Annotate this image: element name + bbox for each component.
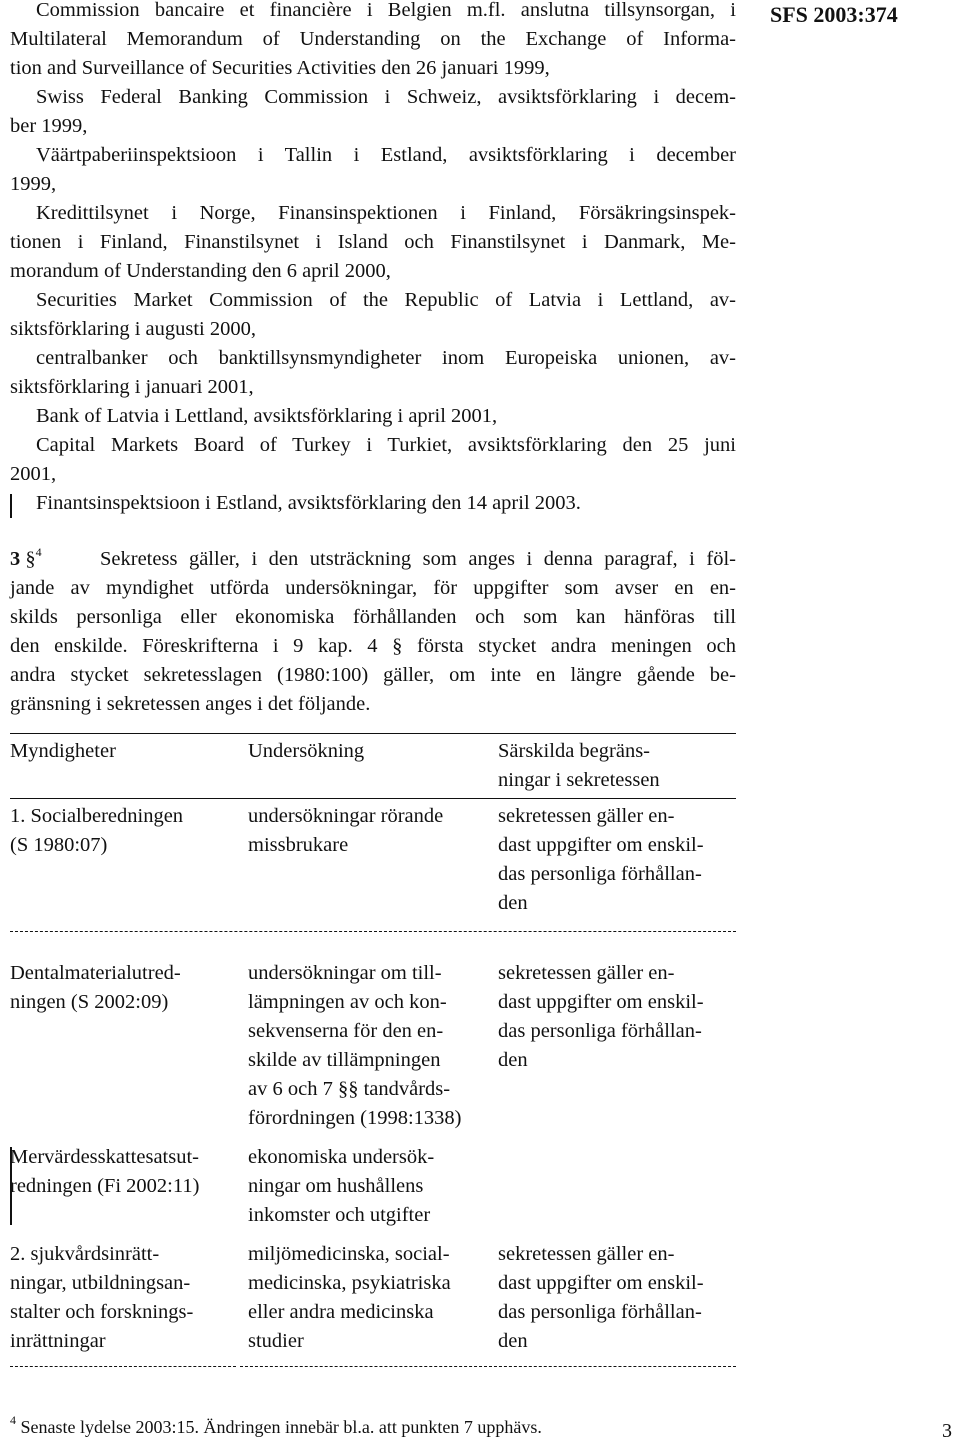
list-line: morandum of Understanding den 6 april 2000, — [10, 260, 391, 282]
list-line: centralbanker och banktillsynsmyndigheter inom Europeiska unionen, av- — [36, 347, 736, 369]
cell-line: das personliga förhållan- — [498, 863, 702, 885]
section-number: 3 — [10, 548, 21, 570]
cell-line: den — [498, 1049, 528, 1071]
header-line: ningar i sekretessen — [498, 769, 660, 791]
cell-line: lämpningen av och kon- — [248, 991, 447, 1013]
list-line: Väärtpaberiinspektsioon i Tallin i Estland, avsiktsförklaring i december — [36, 144, 736, 166]
list-line: siktsförklaring i augusti 2000, — [10, 318, 256, 340]
list-line: Multilateral Memorandum of Understanding on the Exchange of Informa- — [10, 28, 736, 50]
change-bar — [10, 494, 12, 518]
table-dashed-separator — [10, 1366, 236, 1367]
table-cell-begransning — [498, 959, 704, 1075]
table-cell-undersokning — [248, 802, 443, 860]
section-sign: § — [25, 548, 36, 570]
cell-line: förordningen (1998:1338) — [248, 1107, 462, 1129]
list-line: Finantsinspektsioon i Estland, avsiktsförklaring den 14 april 2003. — [36, 492, 581, 514]
cell-line: inrättningar — [10, 1330, 106, 1352]
cell-line: 2. sjukvårdsinrätt- — [10, 1243, 160, 1265]
footnote — [10, 1415, 542, 1439]
cell-line: Mervärdesskattesatsut- — [10, 1146, 199, 1168]
cell-line: den — [498, 1330, 528, 1352]
section-text-line: Sekretess gäller, i den utsträckning som anges i denna paragraf, i föl- — [100, 548, 736, 570]
cell-line: sekvenserna för den en- — [248, 1020, 444, 1042]
list-line: 2001, — [10, 463, 57, 485]
list-line: Securities Market Commission of the Republic of Latvia i Lettland, av- — [36, 289, 736, 311]
section-text-line: andra stycket sekretesslagen (1980:100) gäller, om inte en längre gående be- — [10, 664, 736, 686]
cell-line: undersökningar rörande — [248, 805, 444, 827]
section-text-line: den enskilde. Föreskrifterna i 9 kap. 4 § första stycket andra meningen och — [10, 635, 736, 657]
cell-line: ekonomiska undersök- — [248, 1146, 435, 1168]
footnote-ref: 4 — [35, 545, 42, 559]
list-line: Commission bancaire et financière i Belgien m.fl. anslutna tillsynsorgan, i — [36, 0, 736, 21]
section-heading — [10, 545, 42, 574]
cell-line: den — [498, 892, 528, 914]
cell-line: ningar om hushållens — [248, 1175, 424, 1197]
footnote-text: Senaste lydelse 2003:15. Ändringen innebär bl.a. att punkten 7 upphävs. — [20, 1417, 542, 1437]
cell-line: Dentalmaterialutred- — [10, 962, 181, 984]
cell-line: das personliga förhållan- — [498, 1020, 702, 1042]
footnote-mark: 4 — [10, 1413, 16, 1427]
table-dashed-separator — [240, 1366, 736, 1367]
section-text-line: gränsning i sekretessen anges i det följande. — [10, 693, 371, 715]
cell-line: redningen (Fi 2002:11) — [10, 1175, 200, 1197]
list-line: Bank of Latvia i Lettland, avsiktsförklaring i april 2001, — [36, 405, 498, 427]
cell-line: eller andra medicinska — [248, 1301, 434, 1323]
cell-line: missbrukare — [248, 834, 349, 856]
section-text-line: skilds personliga eller ekonomiska förhållanden och som kan hänföras till — [10, 606, 736, 628]
table-header-myndigheter: Myndigheter — [10, 740, 116, 762]
table-cell-begransning — [498, 802, 704, 918]
page-number: 3 — [942, 1420, 952, 1442]
cell-line: av 6 och 7 §§ tandvårds- — [248, 1078, 451, 1100]
cell-line: miljömedicinska, social- — [248, 1243, 450, 1265]
table-cell-myndighet — [10, 1240, 193, 1356]
table-cell-undersokning — [248, 1143, 434, 1230]
list-line: Swiss Federal Banking Commission i Schweiz, avsiktsförklaring i decem- — [36, 86, 736, 108]
cell-line: studier — [248, 1330, 304, 1352]
cell-line: undersökningar om till- — [248, 962, 442, 984]
list-line: Capital Markets Board of Turkey i Turkiet, avsiktsförklaring den 25 juni — [36, 434, 736, 456]
list-line: 1999, — [10, 173, 57, 195]
table-cell-begransning — [498, 1240, 704, 1356]
list-line: tion and Surveillance of Securities Activities den 26 januari 1999, — [10, 57, 550, 79]
table-header-undersokning: Undersökning — [248, 740, 365, 762]
cell-line: stalter och forsknings- — [10, 1301, 194, 1323]
table-cell-undersokning — [248, 959, 462, 1133]
table-cell-myndighet — [10, 959, 181, 1017]
cell-line: sekretessen gäller en- — [498, 962, 675, 984]
list-line: tionen i Finland, Finanstilsynet i Island och Finanstilsynet i Danmark, Me- — [10, 231, 736, 253]
table-header-rule — [10, 798, 736, 799]
cell-line: inkomster och utgifter — [248, 1204, 431, 1226]
table-dashed-separator — [10, 931, 736, 932]
cell-line: das personliga förhållan- — [498, 1301, 702, 1323]
table-cell-undersokning — [248, 1240, 451, 1356]
cell-line: sekretessen gäller en- — [498, 1243, 675, 1265]
cell-line: sekretessen gäller en- — [498, 805, 675, 827]
cell-line: dast uppgifter om enskil- — [498, 991, 704, 1013]
cell-line: 1. Socialberedningen — [10, 805, 184, 827]
header-line: Särskilda begräns- — [498, 740, 650, 762]
table-header-sarskilda — [498, 737, 660, 795]
cell-line: ningar, utbildningsan- — [10, 1272, 191, 1294]
table-cell-myndighet — [10, 802, 183, 860]
cell-line: dast uppgifter om enskil- — [498, 834, 704, 856]
cell-line: dast uppgifter om enskil- — [498, 1272, 704, 1294]
cell-line: (S 1980:07) — [10, 834, 108, 856]
sfs-number: SFS 2003:374 — [770, 2, 898, 27]
table-cell-myndighet — [10, 1143, 199, 1201]
list-line: ber 1999, — [10, 115, 88, 137]
cell-line: ningen (S 2002:09) — [10, 991, 169, 1013]
cell-line: medicinska, psykiatriska — [248, 1272, 451, 1294]
table-top-rule — [10, 733, 736, 734]
list-line: siktsförklaring i januari 2001, — [10, 376, 254, 398]
section-text-line: jande av myndighet utförda undersökningar, för uppgifter som avser en en- — [10, 577, 736, 599]
list-line: Kredittilsynet i Norge, Finansinspektionen i Finland, Försäkringsinspek- — [36, 202, 736, 224]
cell-line: skilde av tillämpningen — [248, 1049, 441, 1071]
